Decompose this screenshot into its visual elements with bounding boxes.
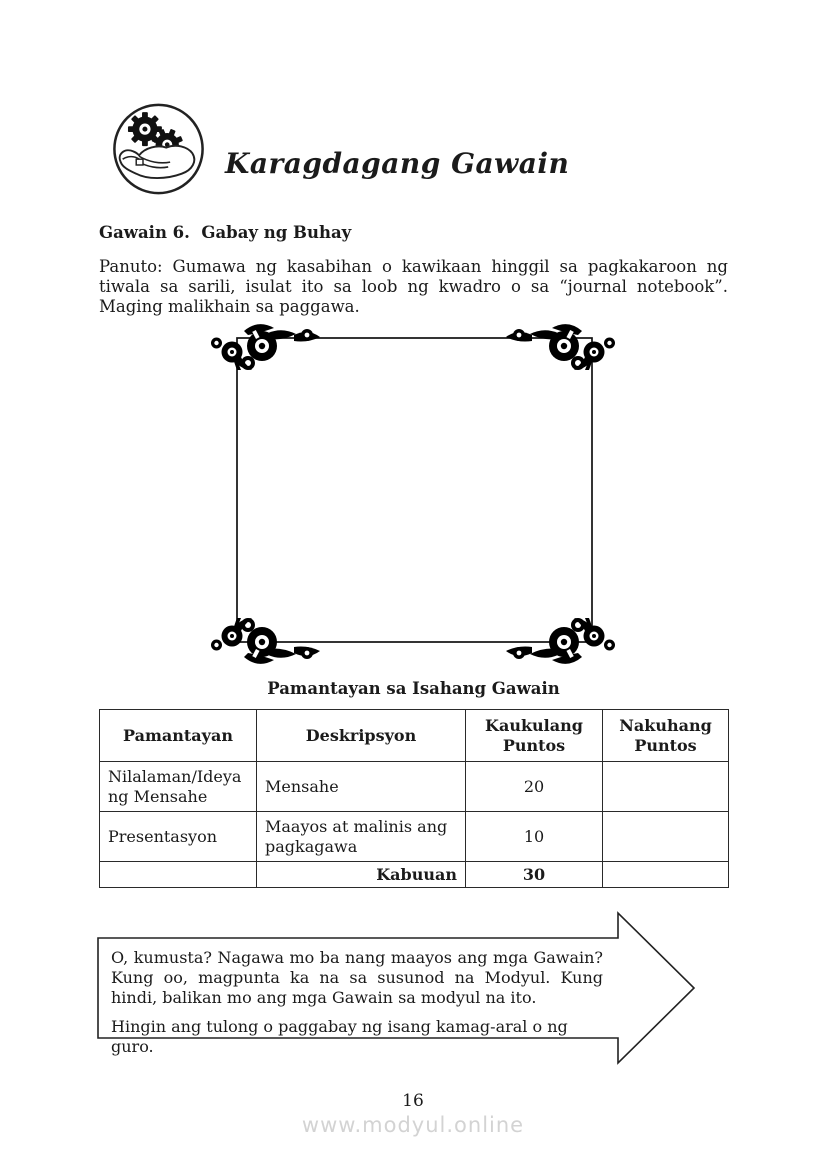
instructions-text: Panuto: Gumawa ng kasabihan o kawikaan hinggil sa pagkakaroon ng tiwala sa sarili, isulat ito sa loob ng kwadro o sa “journal notebook”. Maging malikhain sa paggawa. [99, 256, 739, 316]
total-label: Kabuuan [257, 862, 466, 888]
cell-deskripsyon: Mensahe [257, 762, 466, 812]
page-number: 16 [402, 1091, 424, 1111]
callout-paragraph: O, kumusta? Nagawa mo ba nang maayos ang mga Gawain? Kung oo, magpunta ka na sa susunod na Modyul. Kung hindi, balikan mo ang mga Gawain sa modyul na ito. [111, 948, 603, 1007]
open-hand-icon [120, 146, 195, 178]
cell-pamantayan: Nilalaman/Ideya ng Mensahe [100, 762, 257, 812]
cell-kaukulang-puntos: 20 [466, 762, 603, 812]
activity-heading: Gawain 6. Gabay ng Buhay [99, 222, 352, 242]
cell-nakuhang-puntos [603, 812, 729, 862]
rubric-table [99, 709, 729, 888]
watermark-text: www.modyul.online [301, 1113, 525, 1137]
header-cell-pamantayan: Pamantayan [100, 710, 257, 762]
table-row [100, 812, 729, 862]
page-title: Karagdagang Gawain [225, 146, 570, 180]
decorative-writing-frame [203, 318, 623, 670]
frame-border [237, 338, 592, 642]
table-row [100, 762, 729, 812]
cell-empty [100, 862, 257, 888]
arrow-callout [111, 948, 603, 1057]
cell-deskripsyon: Maayos at malinis ang pagkagawa [257, 812, 466, 862]
header-cell-deskripsyon: Deskripsyon [257, 710, 466, 762]
cell-nakuhang-puntos [603, 762, 729, 812]
header-cell-kaukulang-puntos: Kaukulang Puntos [466, 710, 603, 762]
hand-holding-gears-icon [110, 102, 207, 196]
callout-paragraph: Hingin ang tulong o paggabay ng isang kamag-aral o ng guro. [111, 1017, 568, 1056]
rubric-total-row [100, 862, 729, 888]
header-cell-nakuhang-puntos: Nakuhang Puntos [603, 710, 729, 762]
total-value: 30 [466, 862, 603, 888]
rubric-caption: Pamantayan sa Isahang Gawain [267, 679, 560, 698]
cell-nakuhang-puntos [603, 862, 729, 888]
rubric-header-row [100, 710, 729, 762]
cell-kaukulang-puntos: 10 [466, 812, 603, 862]
cell-pamantayan: Presentasyon [100, 812, 257, 862]
